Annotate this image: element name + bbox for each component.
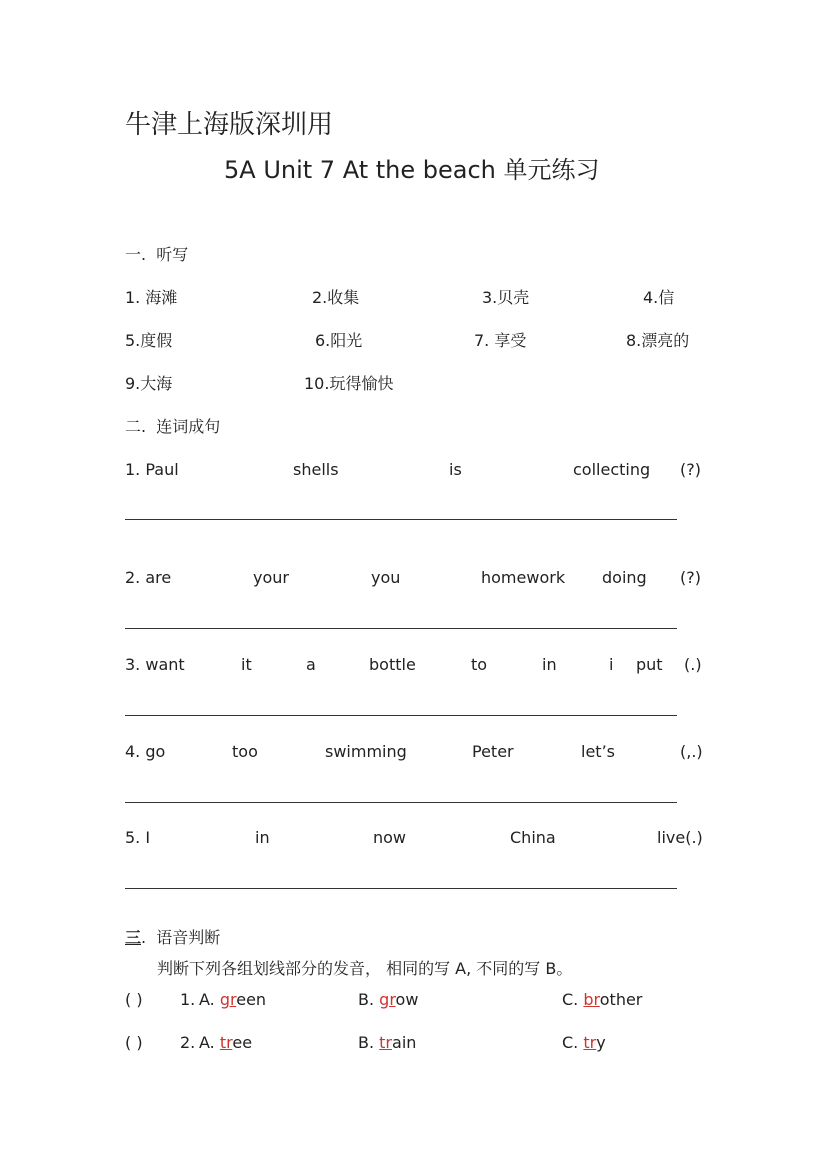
word: it: [241, 655, 252, 674]
answer-line[interactable]: [125, 715, 677, 716]
dictation-item: 8.漂亮的: [626, 331, 690, 350]
answer-blank[interactable]: ( ): [125, 990, 143, 1009]
question-number: 1.: [180, 990, 196, 1009]
word: live(.): [657, 828, 703, 847]
word: (?): [680, 568, 701, 587]
word: Peter: [472, 742, 514, 761]
word: a: [306, 655, 316, 674]
word: (,.): [680, 742, 703, 761]
word: swimming: [325, 742, 407, 761]
section-heading-dictation: 一. 听写: [125, 245, 189, 264]
word: 5. I: [125, 828, 151, 847]
word: put: [636, 655, 663, 674]
option-b: B. grow: [358, 990, 419, 1009]
word: 4. go: [125, 742, 166, 761]
word: 3. want: [125, 655, 185, 674]
word: too: [232, 742, 258, 761]
word: you: [371, 568, 401, 587]
option-c: C. try: [562, 1033, 606, 1052]
dictation-item: 5.度假: [125, 331, 173, 350]
word: China: [510, 828, 556, 847]
page-title: 牛津上海版深圳用: [125, 110, 334, 140]
section-heading-sentences: 二. 连词成句: [125, 417, 221, 436]
answer-line[interactable]: [125, 802, 677, 803]
option-a: A. tree: [199, 1033, 253, 1052]
word: (?): [680, 460, 701, 479]
word: 1. Paul: [125, 460, 179, 479]
word: collecting: [573, 460, 651, 479]
word: in: [255, 828, 270, 847]
page-subtitle: 5A Unit 7 At the beach 单元练习: [224, 156, 600, 184]
word: (.): [684, 655, 702, 674]
answer-line[interactable]: [125, 628, 677, 629]
dictation-item: 6.阳光: [315, 331, 363, 350]
dictation-item: 4.信: [643, 288, 675, 307]
dictation-item: 1. 海滩: [125, 288, 178, 307]
dictation-item: 2.收集: [312, 288, 360, 307]
word: is: [449, 460, 462, 479]
dictation-item: 3.贝壳: [482, 288, 530, 307]
word: in: [542, 655, 557, 674]
option-a: A. green: [199, 990, 267, 1009]
dictation-item: 9.大海: [125, 374, 173, 393]
word: homework: [481, 568, 566, 587]
word: shells: [293, 460, 339, 479]
word: now: [373, 828, 407, 847]
answer-blank[interactable]: ( ): [125, 1033, 143, 1052]
word: i: [609, 655, 614, 674]
word: let’s: [581, 742, 615, 761]
answer-line[interactable]: [125, 519, 677, 520]
answer-line[interactable]: [125, 888, 677, 889]
word: to: [471, 655, 488, 674]
section-heading-phonics: 三. 语音判断: [125, 928, 221, 947]
dictation-item: 7. 享受: [474, 331, 527, 350]
question-number: 2.: [180, 1033, 196, 1052]
word: doing: [602, 568, 647, 587]
word: bottle: [369, 655, 416, 674]
word: your: [253, 568, 289, 587]
dictation-item: 10.玩得愉快: [304, 374, 394, 393]
option-c: C. brother: [562, 990, 643, 1009]
word: 2. are: [125, 568, 172, 587]
instruction: 判断下列各组划线部分的发音， 相同的写 A, 不同的写 B。: [157, 959, 573, 978]
option-b: B. train: [358, 1033, 417, 1052]
